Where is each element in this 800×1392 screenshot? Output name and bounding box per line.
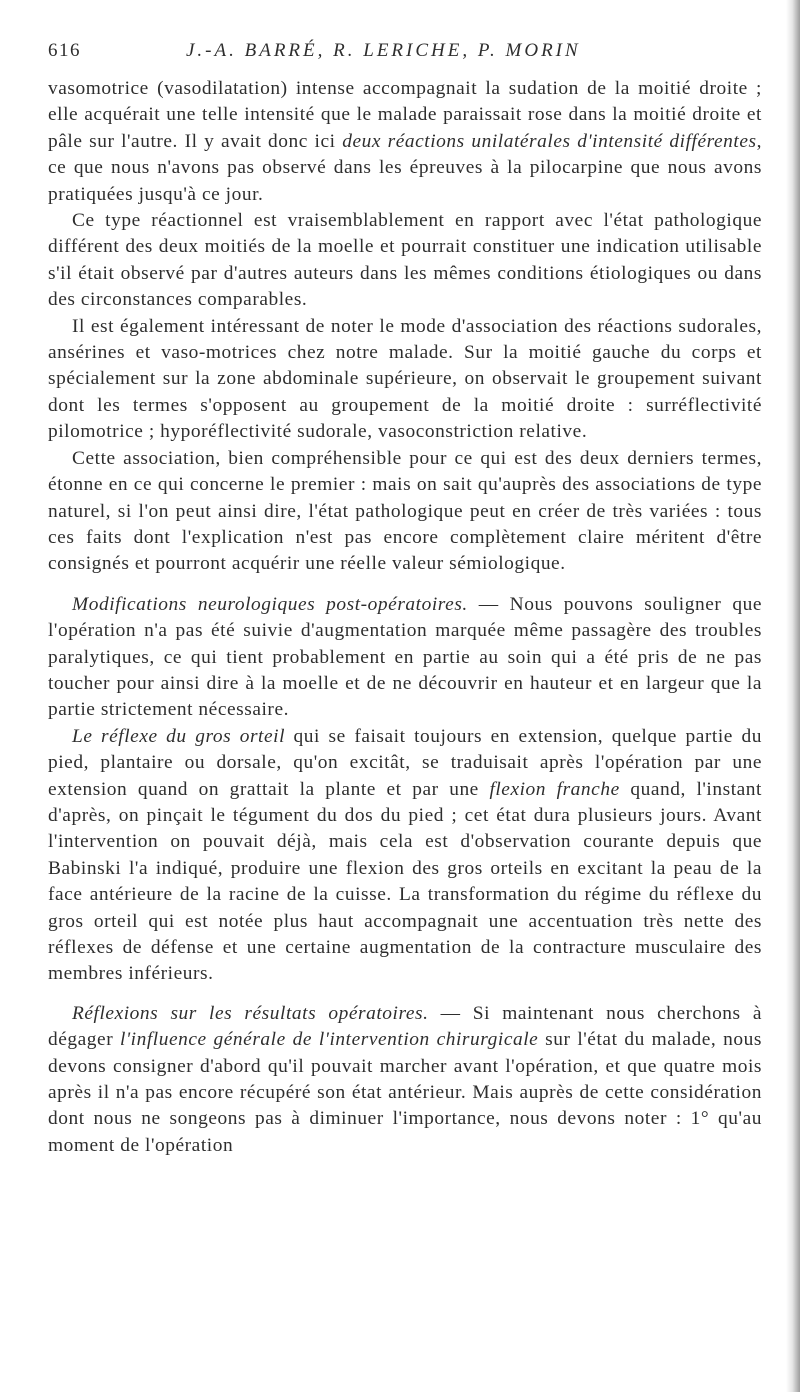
paragraph-neurological-modifications: Modifications neurologiques post-opératoires. — Nous pouvons souligner que l'opération n'a pas été suivie d'augmentation marquée même passagère des troubles paralytiques, ce qui tient probablement en partie au soin qui a été pris de ne pas toucher pour ainsi dire à la moelle et de ne découvrir en hauteur et en largeur que la partie strictement nécessaire. <box>48 593 762 721</box>
emphasis-flexion-franche: flexion franche <box>489 778 620 800</box>
paragraph-operative-results: Réflexions sur les résultats opératoires. — Si maintenant nous cherchons à dégager l'influence générale de l'intervention chirurgicale sur l'état du malade, nous devons consigner d'abord qu'il pouvait marcher avant l'opération, et que quatre mois après il n'a pas encore récupéré son état antérieur. Mais auprès de cette considération dont nous ne songeons pas à diminuer l'importance, nous devons noter : 1° qu'au moment de l'opération <box>48 1002 762 1156</box>
body-text <box>48 76 762 1159</box>
section-heading-neurological-modifications: Modifications neurologiques post-opératoires. <box>72 593 468 615</box>
emphasis-toe-reflex: Le réflexe du gros orteil <box>72 725 286 747</box>
paragraph-association-explanation: Cette association, bien compréhensible pour ce qui est des deux derniers termes, étonne en ce qui concerne le premier : mais on sait qu'auprès des associations de type naturel, si l'on peut ainsi dire, l'état pathologique peut en créer de très variées : tous ces faits dont l'explication n'est pas encore complètement claire méritent d'être consignés et pourront acquérir une réelle valeur sémiologique. <box>48 447 762 575</box>
section-heading-operative-results: Réflexions sur les résultats opératoires. <box>72 1002 429 1024</box>
paragraph-reaction-type: Ce type réactionnel est vraisemblablement en rapport avec l'état pathologique différent des deux moitiés de la moelle et pourrait constituer une indication utilisable s'il était observé par d'autres auteurs dans les mêmes conditions étiologiques ou dans des circonstances comparables. <box>48 210 762 311</box>
emphasis-unilateral-reactions: deux réactions unilatérales d'intensité différentes <box>342 130 757 152</box>
page-number: 616 <box>48 40 81 61</box>
emphasis-surgical-influence: l'influence générale de l'intervention chirurgicale <box>120 1029 539 1051</box>
paragraph-toe-reflex: Le réflexe du gros orteil qui se faisait toujours en extension, quelque partie du pied, plantaire ou dorsale, qu'on excitât, se traduisait après l'opération par une extension quand on grattait la plante et par une flexion franche quand, l'instant d'après, on pinçait le tégument du dos du pied ; cet état dura plusieurs jours. Avant l'intervention on pouvait déjà, mais cela est d'observation courante depuis que Babinski l'a indiqué, produire une flexion des gros orteils en excitant la peau de la face antérieure de la racine de la cuisse. La transformation du régime du réflexe du gros orteil qui est notée plus haut accompagnait une accentuation très nette des réflexes de défense et une certaine augmentation de la contracture musculaire des membres inférieurs. <box>48 725 762 985</box>
running-head-authors: J.-A. BARRÉ, R. LERICHE, P. MORIN <box>186 40 581 61</box>
paragraph-association-mode: Il est également intéressant de noter le mode d'association des réactions sudorales, ansérines et vaso-motrices chez notre malade. Sur la moitié gauche du corps et spécialement sur la zone abdominale supérieure, on observait le groupement suivant dont les termes s'opposent au groupement de la moitié droite : surréflectivité pilomotrice ; hyporéflectivité sudorale, vasoconstriction relative. <box>48 315 762 443</box>
paragraph-vasomotor-reaction: vasomotrice (vasodilatation) intense accompagnait la sudation de la moitié droite ; elle acquérait une telle intensité que le malade paraissait rose dans la moitié droite et pâle sur l'autre. Il y avait donc ici deux réactions unilatérales d'intensité différentes, ce que nous n'avons pas observé dans les épreuves à la pilocarpine que nous avons pratiquées jusqu'à ce jour. <box>48 78 762 205</box>
page-header <box>48 40 764 70</box>
page-edge-shadow <box>786 0 800 1392</box>
